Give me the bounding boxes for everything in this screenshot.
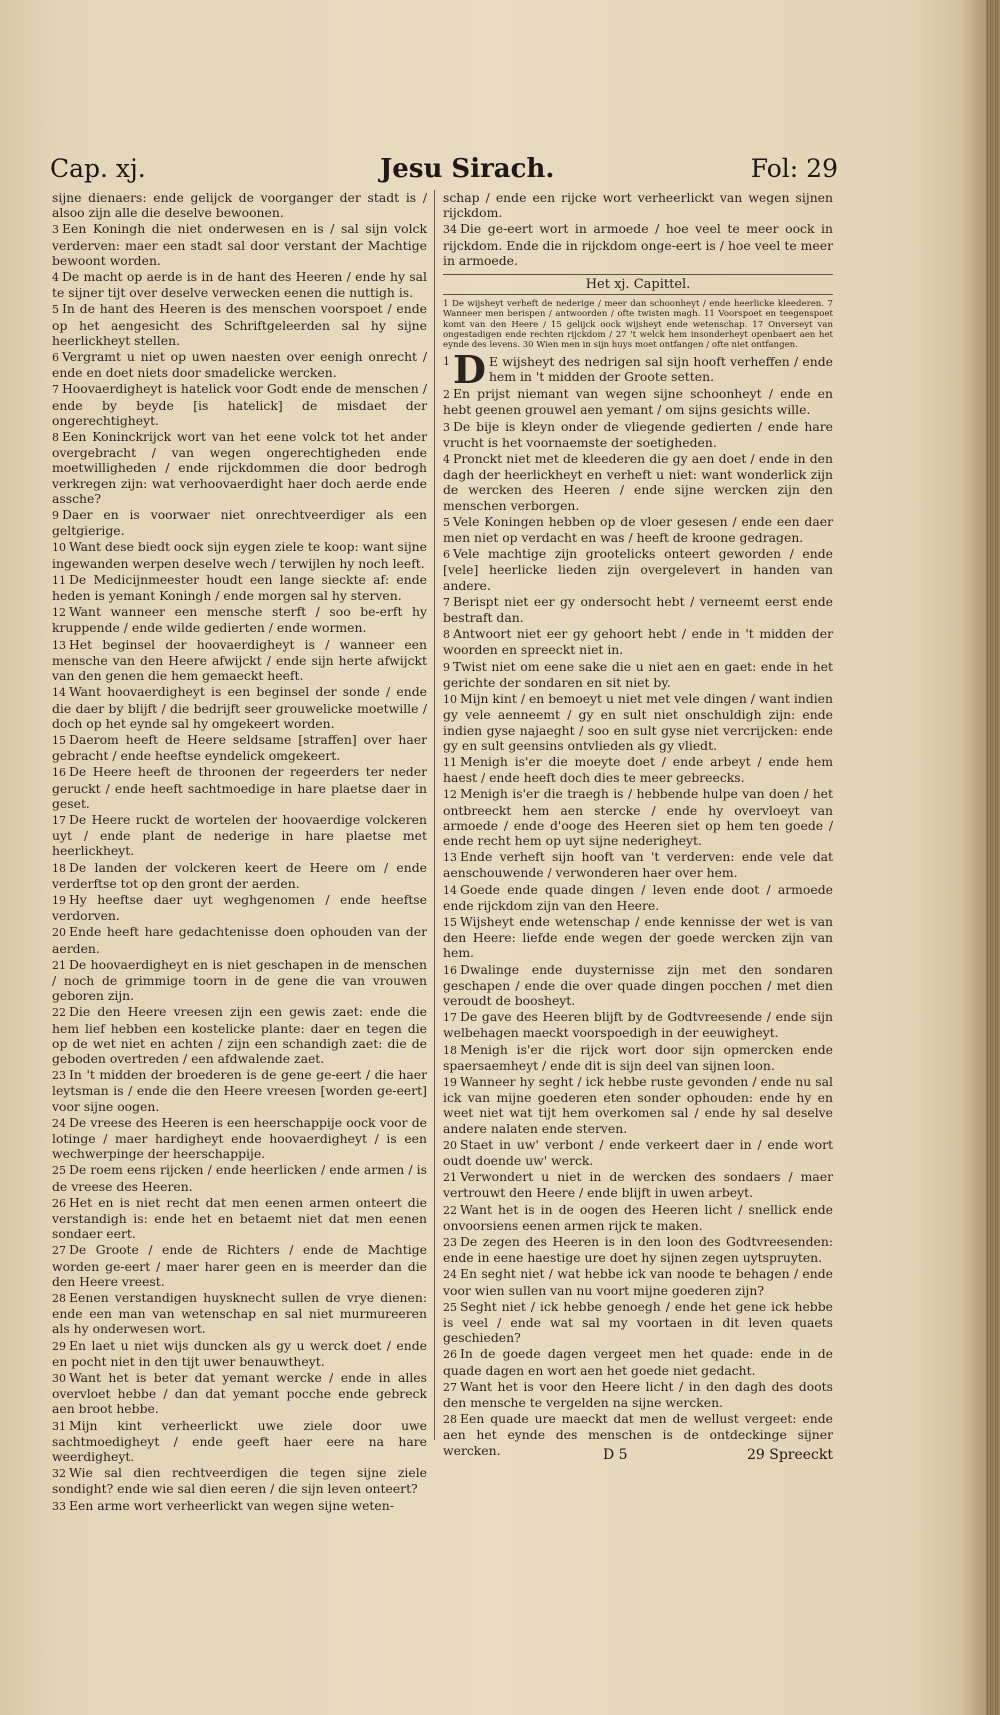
verse-text: Ende verheft sijn hooft van 't verderven: ende vele dat aenschouwende / verwonderen haer over hem. [443, 849, 833, 881]
verse-number: 20 [52, 926, 66, 940]
verse-number: 28 [52, 1292, 66, 1306]
verse-text: Vergramt u niet op uwen naesten over eenigh onrecht / ende en doet niets door smadelicke wercken. [52, 349, 427, 381]
verse [52, 381, 427, 428]
verse-number: 22 [443, 1203, 457, 1217]
verse-text: Want hoovaerdigheyt is een beginsel der sonde / ende die daer by blijft / die bedrijft seer grouwelicke moetwille / doch op het eynde sal hy omgekeert worden. [52, 684, 427, 731]
verse-text: Een quade ure maeckt dat men de wellust vergeet: ende aen het eynde des menschen is de ontdeckinge sijner wercken. [443, 1411, 833, 1458]
verse [52, 1067, 427, 1114]
verse-number: 13 [52, 638, 66, 652]
verse-text: Een Koningh die niet onderwesen en is / sal sijn volck verderven: maer een stadt sal door verstant der Machtige bewoont worden. [52, 221, 427, 268]
verse-text: De macht op aerde is in de hant des Heeren / ende hy sal te sijner tijt over deselve verwecken eenen die nuttigh is. [52, 269, 427, 301]
verse-number: 10 [52, 541, 66, 555]
verse [443, 1346, 833, 1377]
verse [52, 1162, 427, 1193]
verse [443, 691, 833, 753]
verse-text: sijne dienaers: ende gelijck de voorganger der stadt is / alsoo zijn alle die deselve bewoonen. [52, 190, 427, 221]
verse [52, 349, 427, 380]
verse-number: 12 [52, 606, 66, 620]
verse [52, 637, 427, 684]
verse-number: 26 [52, 1196, 66, 1210]
verse-number: 11 [443, 755, 457, 769]
verse [443, 221, 833, 268]
verse-number: 21 [443, 1171, 457, 1185]
chapter-heading: Het xj. Capittel. [443, 274, 833, 295]
verse-number: 14 [52, 686, 66, 700]
verse [443, 1009, 833, 1040]
verse-number: 6 [52, 351, 59, 365]
verse-number: 26 [443, 1348, 457, 1362]
verse [52, 301, 427, 348]
right-column-continuation [443, 190, 833, 268]
verse-number: 9 [52, 509, 59, 523]
verse [443, 914, 833, 961]
verse-1 [443, 347, 833, 393]
verse [52, 812, 427, 859]
verse [52, 924, 427, 955]
verse-number: 31 [52, 1419, 66, 1433]
verse-text: Hy heeftse daer uyt weghgenomen / ende heeftse verdorven. [52, 891, 427, 924]
verse [52, 1338, 427, 1369]
verse [443, 1379, 833, 1410]
verse [52, 684, 427, 731]
verse [52, 190, 427, 220]
verse-text: Vele Koningen hebben op de vloer gesesen / ende een daer men niet op verdacht en was / heeft de kroone gedragen. [443, 513, 833, 546]
verse [443, 1202, 833, 1233]
verse-text: Antwoort niet eer gy gehoort hebt / ende in 't midden der woorden en spreeckt niet in. [443, 626, 833, 658]
verse-text: E wijsheyt des nedrigen sal sijn hooft verheffen / ende hem in 't midden der Groote setten. [488, 354, 833, 385]
verse-text: De Groote / ende de Richters / ende de Machtige worden ge-eert / maer harer geen en is meerder dan die den Heere vreest. [52, 1242, 427, 1289]
verse [443, 626, 833, 657]
verse [443, 1299, 833, 1346]
verse-text: Want het is in de oogen des Heeren licht / snellick ende onvoorsiens eenen armen rijck te maken. [443, 1201, 833, 1233]
verse-number: 7 [52, 383, 59, 397]
verse-text: Ende heeft hare gedachtenisse doen ophouden van der aerden. [52, 924, 427, 956]
page-footer [443, 1447, 833, 1471]
verse-number: 20 [443, 1138, 457, 1152]
verse-number: 33 [52, 1499, 66, 1513]
verse-number: 3 [52, 223, 59, 237]
verse-text: Want het is beter dat yemant wercke / ende in alles overvloet hebbe / dan dat yemant pocche ende gebreck aen broot hebbe. [52, 1370, 427, 1417]
book-title: Jesu Sirach. [380, 154, 555, 184]
verse-number: 17 [443, 1011, 457, 1025]
right-column [443, 190, 833, 1459]
verse-number: 2 [443, 388, 450, 402]
verse [443, 962, 833, 1009]
verse [52, 221, 427, 268]
verse-number: 5 [52, 303, 59, 317]
verse-text: Een Koninckrijck wort van het eene volck tot het ander overgebracht / van wegen ongerechtigheden ende moetwilligheden / ende rijckdommen die door bedrogh verkregen zijn: wat verhoovaerdight haer doch aerde ende assche? [52, 429, 427, 506]
verse-text: En prijst niemant van wegen sijne schoonheyt / ende en hebt geenen grouwel aen yemant / om sijns gesichts wille. [443, 386, 833, 418]
verse-text: Pronckt niet met de kleederen die gy aen doet / ende in den dagh der heerlickheyt en verheft u niet: want wonderlick zijn de wercken des Heeren / ende sijne wercken zijn den menschen verborgen. [443, 451, 833, 513]
verse-text: Want wanneer een mensche sterft / soo be-erft hy kruppende / ende wilde gedierten / ende wormen. [52, 604, 427, 636]
verse-number: 10 [443, 693, 457, 707]
verse [443, 451, 833, 513]
chapter-indicator: Cap. xj. [50, 154, 146, 183]
verse-text: Die ge-eert wort in armoede / hoe veel te meer oock in rijckdom. Ende die in rijckdom onge-eert is / hoe veel te meer in armoede. [443, 221, 833, 268]
verse-text: Seght niet / ick hebbe genoegh / ende het gene ick hebbe is veel / ende wat sal my voortaen in dit leven quaets geschieden? [443, 1298, 833, 1346]
verse [443, 659, 833, 690]
verse-number: 5 [443, 515, 450, 529]
catchword: 29 Spreeckt [746, 1447, 833, 1463]
verse-text: Wijsheyt ende wetenschap / ende kennisse der wet is van den Heere: liefde ende wegen der goede wercken zijn van hem. [443, 913, 833, 961]
verse-text: De Heere ruckt de wortelen der hoovaerdige volckeren uyt / ende plant de nederige in hare plaetse met heerlickheyt. [52, 811, 427, 859]
verse [52, 1370, 427, 1417]
verse [52, 1498, 427, 1514]
verse [443, 1137, 833, 1168]
verse-text: De gave des Heeren blijft by de Godtvreesende / ende sijn welbehagen maeckt voorspoedigh in der eeuwigheyt. [443, 1009, 833, 1041]
verse-text: Menigh is'er die rijck wort door sijn opmercken ende spaersaemheyt / ende dit is sijn deel van sijnen loon. [443, 1041, 833, 1073]
verse-text: En laet u niet wijs duncken als gy u werck doet / ende en pocht niet in den tijt uwer benauwtheyt. [52, 1337, 427, 1369]
verse [52, 1242, 427, 1289]
verse-number: 1 [443, 355, 450, 369]
verse [52, 1418, 427, 1465]
verse-number: 32 [52, 1467, 66, 1481]
verse [52, 1004, 427, 1066]
verse-text: De hoovaerdigheyt en is niet geschapen in de menschen / noch de grimmige toorn in de gene die van vrouwen geboren zijn. [52, 956, 427, 1004]
verse-text: In de hant des Heeren is des menschen voorspoet / ende op het aengesicht des Schriftgeleerden sal hy sijne heerlickheyt stellen. [52, 301, 427, 348]
chapter-summary: 1 De wijsheyt verheft de nederige / meer dan schoonheyt / ende heerlicke kleederen. 7 Wanneer men berispen / antwoorden / ofte twisten magh. 11 Voorspoet en teegenspoet komt van den Heere / 15 gelijck oock wijsheyt ende wetenschap. 17 Onverseyt van ongestadigen ende rechten rijckdom / 27 't welck hem insonderheyt openbaert aen het eynde des levens. 30 Wien men in sijn huys moet ontfangen / ofte niet ontfangen. [443, 299, 833, 351]
verse-text: Wanneer hy seght / ick hebbe ruste gevonden / ende nu sal ick van mijne goederen eten sonder ophouden: ende hy en weet niet wat tijt hem overkomen sal / ende hy sal deselve andere nalaten ende sterven. [443, 1073, 833, 1136]
verse-text: Mijn kint verheerlickt uwe ziele door uwe sachtmoedigheyt / ende geeft haer eere na hare weerdigheyt. [52, 1417, 427, 1465]
book-fore-edge [986, 0, 1000, 1715]
verse-text: Daer en is voorwaer niet onrechtveerdiger als een geltgierige. [52, 507, 427, 539]
verse-number: 3 [443, 420, 450, 434]
left-column [52, 190, 427, 1515]
verse-text: Het beginsel der hoovaerdigheyt is / wanneer een mensche van den Heere afwijckt / ende sijn herte afwijckt van den genen die hem gemaeckt heeft. [52, 636, 427, 684]
verse-number: 4 [443, 453, 450, 467]
verse [52, 429, 427, 506]
verse [52, 539, 427, 570]
verse-number: 9 [443, 660, 450, 674]
verse-number: 21 [52, 958, 66, 972]
verse [443, 1266, 833, 1297]
verse-text: De landen der volckeren keert de Heere om / ende verderftse tot op den gront der aerden. [52, 859, 427, 891]
verse-number: 18 [443, 1043, 457, 1057]
verse-number: 12 [443, 788, 457, 802]
verse-number: 11 [52, 573, 66, 587]
verse-number: 18 [52, 861, 66, 875]
verse-text: Daerom heeft de Heere seldsame [straffen] over haer gebracht / ende heeftse eyndelick omgekeert. [52, 731, 427, 764]
verse-number: 19 [443, 1075, 457, 1089]
verse-text: Menigh is'er die moeyte doet / ende arbeyt / ende hem haest / ende heeft doch dies te meer gebreecks. [443, 753, 833, 786]
verse-number: 34 [443, 223, 457, 237]
verse-text: Wie sal dien rechtveerdigen die tegen sijne ziele sondight? ende wie sal dien eeren / die sijn leven onteert? [52, 1465, 427, 1497]
verse-number: 29 [52, 1339, 66, 1353]
verse [52, 572, 427, 603]
verse-number: 27 [52, 1244, 66, 1258]
verse-text: Menigh is'er die traegh is / hebbende hulpe van doen / het ontbreeckt hem aen stercke / ende hy overvloeyt van armoede / ende d'ooge des Heeren siet op hem ten goede / ende recht hem op uyt sijne nederigheyt. [443, 786, 833, 848]
verse [443, 546, 833, 593]
verse [52, 764, 427, 811]
verse-number: 22 [52, 1006, 66, 1020]
verse-number: 24 [443, 1268, 457, 1282]
verse [443, 190, 833, 220]
column-rule [434, 190, 435, 1440]
verse-text: Hoovaerdigheyt is hatelick voor Godt ende de menschen / ende by beyde [is hatelick] de misdaet der ongerechtigheyt. [52, 381, 427, 428]
verse-text: Het en is niet recht dat men eenen armen onteert die verstandigh is: ende het en betaemt niet dat men eenen sondaer eert. [52, 1194, 427, 1242]
verse-text: Die den Heere vreesen zijn een gewis zaet: ende die hem lief hebben een kostelicke plante: daer en tegen die op de wet niet en achten / zijn een schandigh zaet: die de geboden overtreden / een afdwalende zaet. [52, 1004, 427, 1066]
verse [443, 882, 833, 913]
verse-text: In 't midden der broederen is de gene ge-eert / die haer leytsman is / ende die den Heere vreesen [worden ge-eert] voor sijne oogen. [52, 1067, 427, 1114]
right-column-verses [443, 386, 833, 1458]
verse-text: De Heere heeft de throonen der regeerders ter neder geruckt / ende heeft sachtmoedige in hare plaetse daer in geset. [52, 764, 427, 811]
verse [443, 1042, 833, 1073]
verse-number: 28 [443, 1413, 457, 1427]
verse-number: 8 [52, 431, 59, 445]
verse-number: 4 [52, 271, 59, 285]
verse-text: Want dese biedt oock sijn eygen ziele te koop: want sijne ingewanden werpen deselve wech / terwijlen hy noch leeft. [52, 539, 427, 571]
verse-text: De bije is kleyn onder de vliegende gedierten / ende hare vrucht is het voornaemste der soetigheden. [443, 418, 833, 450]
verse-text: Twist niet om eene sake die u niet aen en gaet: ende in het gerichte der sondaren en sit niet by. [443, 658, 833, 690]
verse [52, 507, 427, 538]
folio-number: Fol: 29 [750, 154, 838, 183]
signature-mark: D 5 [603, 1447, 628, 1463]
verse-text: En seght niet / wat hebbe ick van noode te behagen / ende voor wien sullen van nu voort mijne goederen zijn? [443, 1266, 833, 1298]
verse [443, 386, 833, 417]
verse-number: 25 [443, 1300, 457, 1314]
verse-number: 16 [443, 963, 457, 977]
verse [52, 1195, 427, 1242]
verse-text: Een arme wort verheerlickt van wegen sijne weten- [69, 1497, 394, 1513]
verse-text: Berispt niet eer gy ondersocht hebt / verneemt eerst ende bestraft dan. [443, 593, 833, 626]
verse [443, 1234, 833, 1265]
verse-number: 16 [52, 766, 66, 780]
verse-text: In de goede dagen vergeet men het quade: ende in de quade dagen en wort aen het goede niet gedacht. [443, 1346, 833, 1378]
verse-number: 24 [52, 1116, 66, 1130]
verse-text: De zegen des Heeren is in den loon des Godtvreesenden: ende in eene haestige ure doet hy sijnen zegen uytspruyten. [443, 1234, 833, 1266]
verse [52, 732, 427, 763]
verse-text: De vreese des Heeren is een heerschappije oock voor de lotinge / maer hardigheyt ende hoovaerdigheyt / is een wechwerpinge der heerschappije. [52, 1114, 427, 1162]
verse-number: 17 [52, 813, 66, 827]
verse [52, 1290, 427, 1337]
verse [52, 269, 427, 300]
verse-number: 25 [52, 1164, 66, 1178]
verse-number: 15 [52, 733, 66, 747]
verse [52, 957, 427, 1004]
verse-number: 8 [443, 628, 450, 642]
verse-number: 27 [443, 1380, 457, 1394]
verse [443, 754, 833, 785]
verse-text: Eenen verstandigen huysknecht sullen de vrye dienen: ende een man van wetenschap en sal niet murmureeren als hy onderwesen wort. [52, 1290, 427, 1337]
verse-text: Mijn kint / en bemoeyt u niet met vele dingen / want indien gy vele aenneemt / gy en sult niet onschuldigh zijn: ende indien gyse najaeght / soo en sult gyse niet vercrijcken: ende gy en sult geensins ontvlieden als gy vliedt. [443, 691, 833, 753]
verse-text: Goede ende quade dingen / leven ende doot / armoede ende rijckdom zijn van den Heere. [443, 881, 833, 913]
verse [443, 786, 833, 848]
verse-number: 19 [52, 893, 66, 907]
verse-number: 23 [443, 1236, 457, 1249]
verse [443, 419, 833, 450]
verse [52, 604, 427, 635]
verse-number: 15 [443, 915, 457, 929]
gutter-shadow [960, 0, 986, 1715]
verse [52, 892, 427, 923]
verse-text: De roem eens rijcken / ende heerlicken / ende armen / is de vreese des Heeren. [52, 1162, 427, 1194]
verse-text: Want het is voor den Heere licht / in den dagh des doots den mensche te vergelden na sijne wercken. [443, 1378, 833, 1411]
verse [443, 849, 833, 880]
verse-text: De Medicijnmeester houdt een lange sieckte af: ende heden is yemant Koningh / ende morgen sal hy sterven. [52, 571, 427, 604]
verse-number: 6 [443, 548, 450, 562]
verse [52, 1465, 427, 1496]
verse [443, 1169, 833, 1200]
running-header [50, 150, 838, 190]
verse-text: schap / ende een rijcke wort verheerlickt van wegen sijnen rijckdom. [443, 190, 833, 221]
verse [443, 594, 833, 625]
verse-text: Vele machtige zijn grootelicks onteert geworden / ende [vele] heerlicke lieden zijn overgelevert in handen van andere. [443, 546, 833, 593]
verse-text: Staet in uw' verbont / ende verkeert daer in / ende wort oudt doende uw' werck. [443, 1136, 833, 1168]
verse [52, 1115, 427, 1162]
verse-number: 23 [52, 1069, 66, 1083]
drop-cap: D [453, 347, 486, 393]
verse-text: Dwalinge ende duysternisse zijn met den sondaren geschapen / ende die over quade dingen pocchen / met dien veroudt de boosheyt. [443, 961, 833, 1008]
verse-text: Verwondert u niet in de wercken des sondaers / maer vertrouwt den Heere / ende blijft in uwen arbeyt. [443, 1169, 833, 1201]
verse-number: 13 [443, 851, 457, 865]
verse [52, 860, 427, 891]
verse-number: 14 [443, 883, 457, 897]
verse [443, 1074, 833, 1136]
verse-number: 30 [52, 1372, 66, 1386]
verse-number: 7 [443, 595, 450, 609]
verse [443, 514, 833, 545]
